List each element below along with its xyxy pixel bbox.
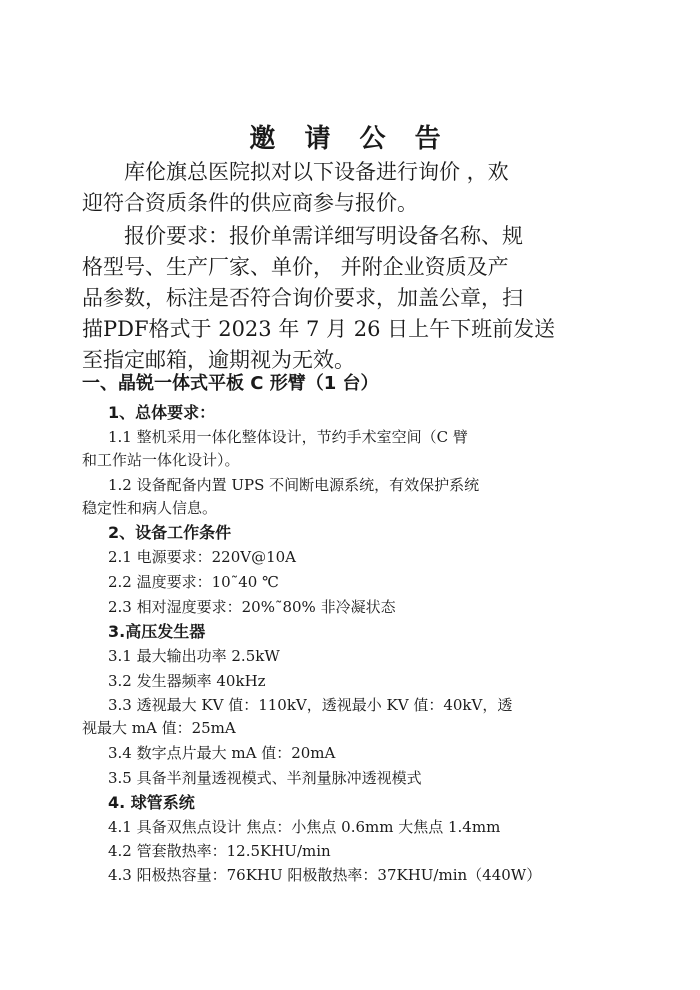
item-3-3-line-2: 视最大 mA 值：25mA [82, 719, 236, 737]
intro-line-2: 迎符合资质条件的供应商参与报价。 [82, 191, 418, 215]
item-3-4: 3.4 数字点片最大 mA 值：20mA [108, 744, 336, 762]
requirement-line-5: 至指定邮箱，逾期视为无效。 [82, 348, 355, 372]
item-1-1-line-2: 和工作站一体化设计）。 [82, 451, 240, 469]
item-1-1-line-1: 1.1 整机采用一体化整体设计，节约手术室空间（C 臂 [108, 428, 468, 446]
item-2-1: 2.1 电源要求：220V@10A [108, 548, 297, 566]
item-1-2-line-2: 稳定性和病人信息。 [82, 499, 218, 517]
requirement-line-3: 品参数，标注是否符合询价要求，加盖公章，扫 [82, 286, 523, 310]
subsection-heading-generator: 3.高压发生器 [108, 622, 206, 641]
section-heading-1: 一、晶锐一体式平板 C 形臂（1 台） [82, 373, 379, 394]
item-3-3-line-1: 3.3 透视最大 KV 值：110kV，透视最小 KV 值：40kV，透 [108, 696, 513, 714]
subsection-heading-general: 1、总体要求： [108, 403, 216, 422]
intro-line-1: 库伦旗总医院拟对以下设备进行询价 ，欢 [124, 160, 509, 184]
document-title: 邀 请 公 告 [249, 124, 451, 154]
item-4-1: 4.1 具备双焦点设计 焦点：小焦点 0.6mm 大焦点 1.4mm [108, 818, 501, 836]
item-1-2-line-1: 1.2 设备配备内置 UPS 不间断电源系统，有效保护系统 [108, 476, 480, 494]
requirement-line-4: 描PDF格式于 2023 年 7 月 26 日上午下班前发送 [82, 317, 556, 341]
item-2-3: 2.3 相对湿度要求：20%˜80% 非冷凝状态 [108, 598, 396, 616]
item-3-5: 3.5 具备半剂量透视模式、半剂量脉冲透视模式 [108, 769, 422, 787]
subsection-heading-tube: 4. 球管系统 [108, 793, 195, 812]
item-2-2: 2.2 温度要求：10˜40 ℃ [108, 573, 279, 591]
item-3-1: 3.1 最大输出功率 2.5kW [108, 647, 280, 665]
subsection-heading-conditions: 2、设备工作条件 [108, 523, 232, 542]
item-4-3: 4.3 阳极热容量：76KHU 阳极散热率：37KHU/min（440W） [108, 866, 542, 884]
requirement-line-2: 格型号、生产厂家、单价， 并附企业资质及产 [82, 255, 509, 279]
item-4-2: 4.2 管套散热率：12.5KHU/min [108, 842, 331, 860]
item-3-2: 3.2 发生器频率 40kHz [108, 672, 266, 690]
requirement-line-1: 报价要求：报价单需详细写明设备名称、规 [124, 224, 523, 248]
